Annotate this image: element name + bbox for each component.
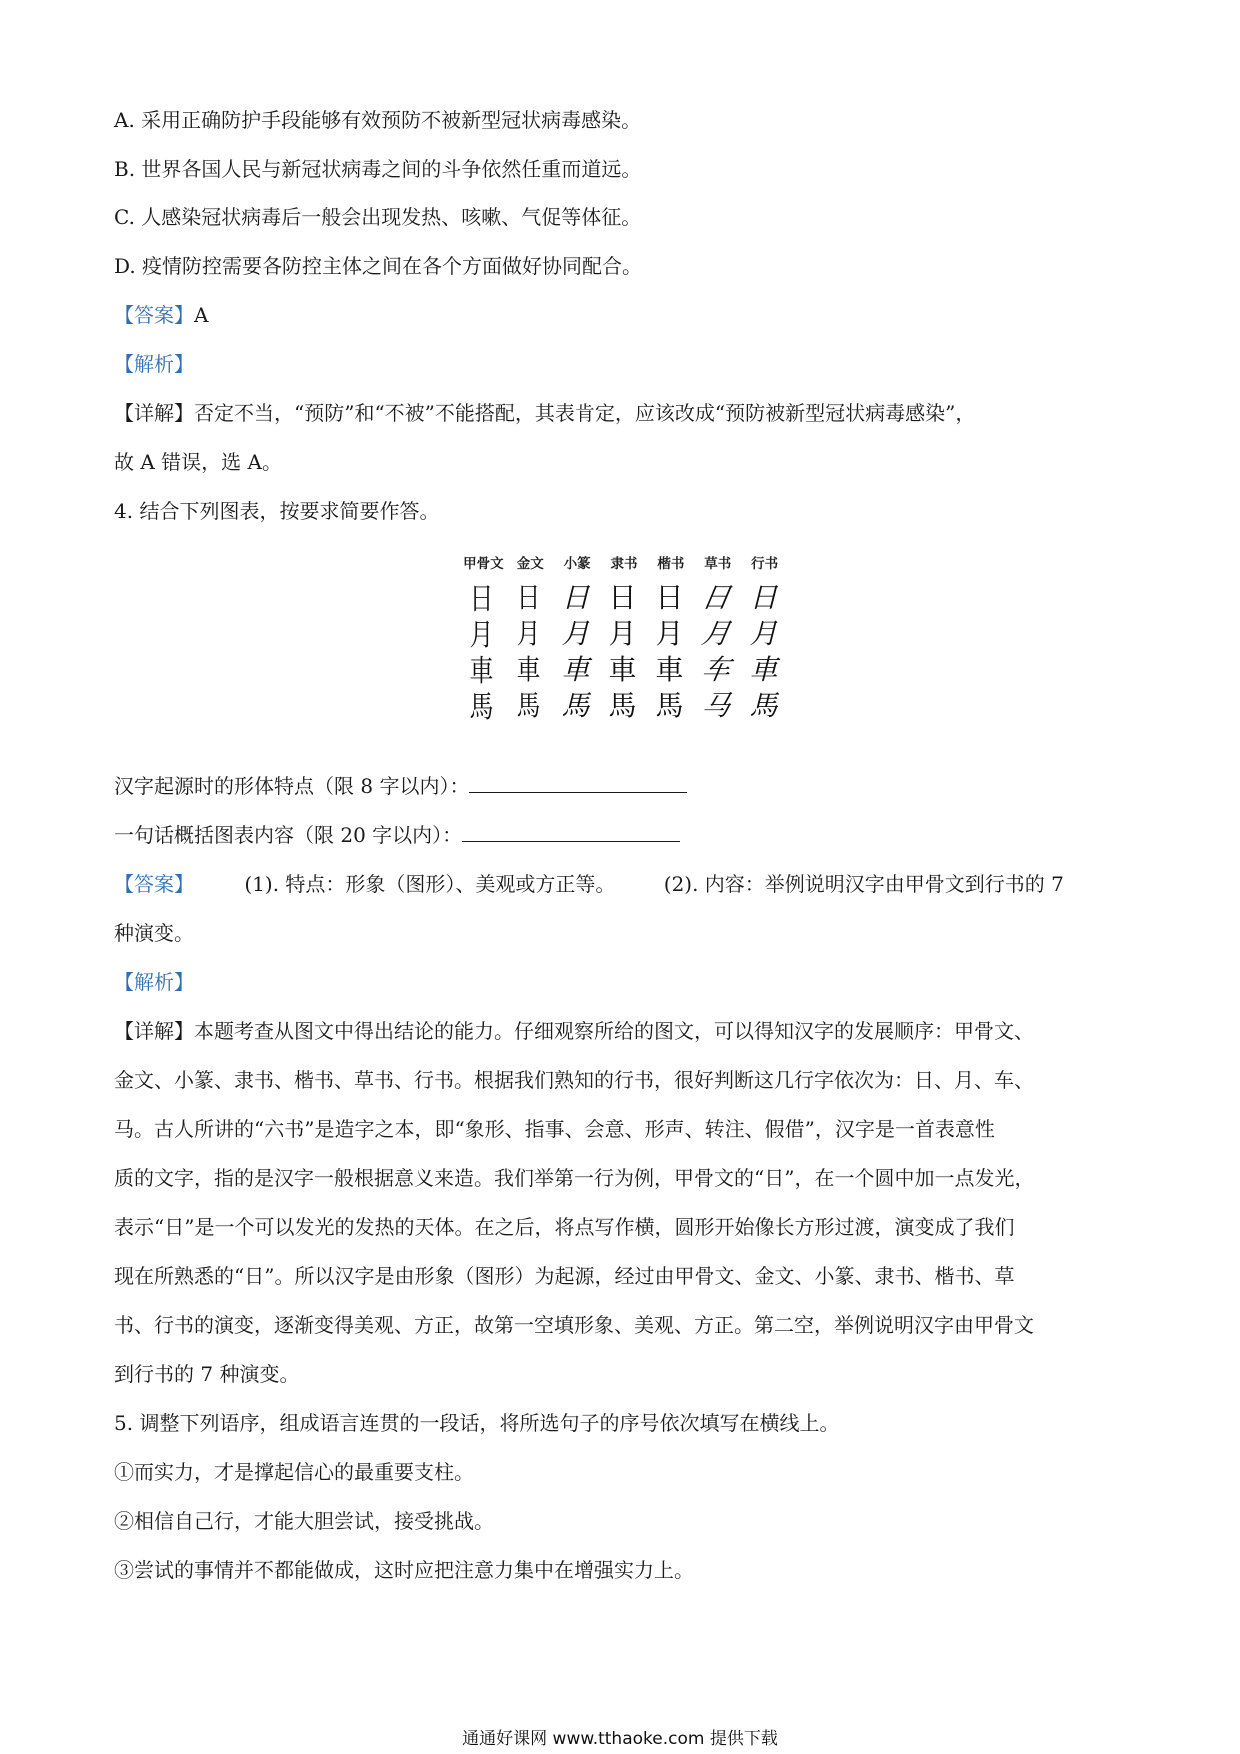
option-c: C. 人感染冠状病毒后一般会出现发热、咳嗽、气促等体征。: [114, 205, 642, 229]
q4-answer-cont: 种演变。: [114, 921, 194, 945]
glyph-cell: 馬: [655, 689, 684, 722]
glyph-cell: 月: [469, 618, 494, 653]
q5-question: 5. 调整下列语序，组成语言连贯的一段话，将所选句子的序号依次填写在横线上。: [114, 1411, 840, 1435]
glyph-cell: 马: [699, 689, 734, 722]
glyph-cell: 車: [561, 653, 590, 686]
glyph-cell: 車: [655, 653, 684, 686]
glyph-cell: 月: [749, 617, 778, 650]
detail-line: 质的文字，指的是汉字一般根据意义来造。我们举第一行为例，甲骨文的“日”，在一个圆中加一点发光，: [114, 1166, 1035, 1190]
glyph-cell: 馬: [561, 689, 590, 722]
detail-label: 【详解】: [114, 401, 194, 425]
glyph-cell: 日: [655, 581, 684, 614]
header-xingshu: 行书: [751, 556, 779, 572]
detail-line: 表示“日”是一个可以发光的发热的天体。在之后，将点写作横，圆形开始像长方形过渡，演变成了我们: [114, 1215, 1015, 1239]
header-xiaozhuan: 小篆: [563, 556, 591, 572]
answer-part2: (2). 内容：举例说明汉字由甲骨文到行书的 7: [663, 872, 1064, 896]
detail-text: 否定不当，“预防”和“不被”不能搭配，其表肯定，应该改成“预防被新型冠状病毒感染”，: [194, 401, 976, 425]
glyph-cell: 車: [469, 654, 494, 689]
glyph-cell: 車: [749, 653, 778, 686]
answer-blank-2[interactable]: [462, 821, 680, 842]
figure-glyph-grid: [458, 578, 790, 725]
option-a: A. 采用正确防护手段能够有效预防不被新型冠状病毒感染。: [114, 108, 642, 132]
footer-source: 通通好课网 www.tthaoke.com 提供下载: [462, 1729, 778, 1749]
option-d: D. 疫情防控需要各防控主体之间在各个方面做好协同配合。: [114, 254, 643, 278]
glyph-cell: 车: [699, 653, 734, 686]
glyph-cell: 車: [608, 653, 637, 686]
answer-value: A: [194, 303, 209, 327]
glyph-cell: 日: [561, 581, 590, 614]
header-jinwen: 金文: [516, 556, 544, 572]
glyph-cell: 馬: [749, 689, 778, 722]
figure-header: [458, 552, 790, 572]
answer-blank-1[interactable]: [469, 772, 687, 793]
glyph-cell: 馬: [469, 690, 494, 725]
q3-answer: [114, 301, 208, 329]
q4-question: 4. 结合下列图表，按要求简要作答。: [114, 499, 440, 523]
detail-line: 金文、小篆、隶书、楷书、草书、行书。根据我们熟知的行书，很好判断这几行字依次为：日、月、车、: [114, 1068, 1034, 1092]
q4-prompt1: [114, 772, 687, 800]
q5-item-1: ①而实力，才是撑起信心的最重要支柱。: [114, 1460, 474, 1484]
q3-detail: [114, 399, 975, 427]
q3-detail-cont: 故 A 错误，选 A。: [114, 450, 282, 474]
answer-label: 【答案】: [114, 872, 194, 896]
glyph-cell: 馬: [608, 689, 637, 722]
answer-part1: (1). 特点：形象（图形）、美观或方正等。: [244, 872, 616, 896]
detail-line: 现在所熟悉的“日”。所以汉字是由形象（图形）为起源，经过由甲骨文、金文、小篆、隶书、楷书、草: [114, 1264, 1015, 1288]
detail-line: 到行书的 7 种演变。: [114, 1362, 300, 1386]
glyph-cell: 日: [699, 581, 734, 614]
character-evolution-figure: [458, 552, 790, 738]
glyph-cell: 月: [608, 617, 637, 650]
q5-item-3: ③尝试的事情并不都能做成，这时应把注意力集中在增强实力上。: [114, 1558, 694, 1582]
glyph-cell: 日: [608, 581, 637, 614]
prompt2-text: 一句话概括图表内容（限 20 字以内）：: [114, 823, 463, 847]
q3-analysis-label: 【解析】: [114, 352, 194, 376]
glyph-cell: 月: [516, 617, 541, 650]
q4-detail: [114, 1017, 1034, 1045]
detail-line: 书、行书的演变，逐渐变得美观、方正，故第一空填形象、美观、方正。第二空，举例说明汉字由甲骨文: [114, 1313, 1034, 1337]
glyph-cell: 日: [749, 581, 778, 614]
detail-label: 【详解】: [114, 1019, 194, 1043]
glyph-cell: 月: [655, 617, 684, 650]
q4-analysis-label: 【解析】: [114, 970, 194, 994]
q5-item-2: ②相信自己行，才能大胆尝试，接受挑战。: [114, 1509, 494, 1533]
glyph-cell: 日: [516, 581, 541, 614]
detail-line: 马。古人所讲的“六书”是造字之本，即“象形、指事、会意、形声、转注、假借”，汉字是一首表意性: [114, 1117, 995, 1141]
glyph-cell: 月: [561, 617, 590, 650]
q4-prompt2: [114, 821, 680, 849]
q4-answer: [114, 870, 1064, 898]
header-jiaguwen: 甲骨文: [463, 556, 504, 572]
detail-line: 本题考查从图文中得出结论的能力。仔细观察所给的图文，可以得知汉字的发展顺序：甲骨文、: [194, 1019, 1034, 1043]
option-b: B. 世界各国人民与新冠状病毒之间的斗争依然任重而道远。: [114, 157, 642, 181]
answer-label: 【答案】: [114, 303, 194, 327]
header-kaishu: 楷书: [657, 556, 685, 572]
header-lishu: 隶书: [610, 556, 638, 572]
glyph-cell: 馬: [516, 689, 541, 722]
glyph-cell: 月: [699, 617, 734, 650]
glyph-cell: 日: [469, 582, 494, 617]
prompt1-text: 汉字起源时的形体特点（限 8 字以内）：: [114, 774, 470, 798]
header-caoshu: 草书: [704, 556, 732, 572]
glyph-cell: 車: [516, 653, 541, 686]
